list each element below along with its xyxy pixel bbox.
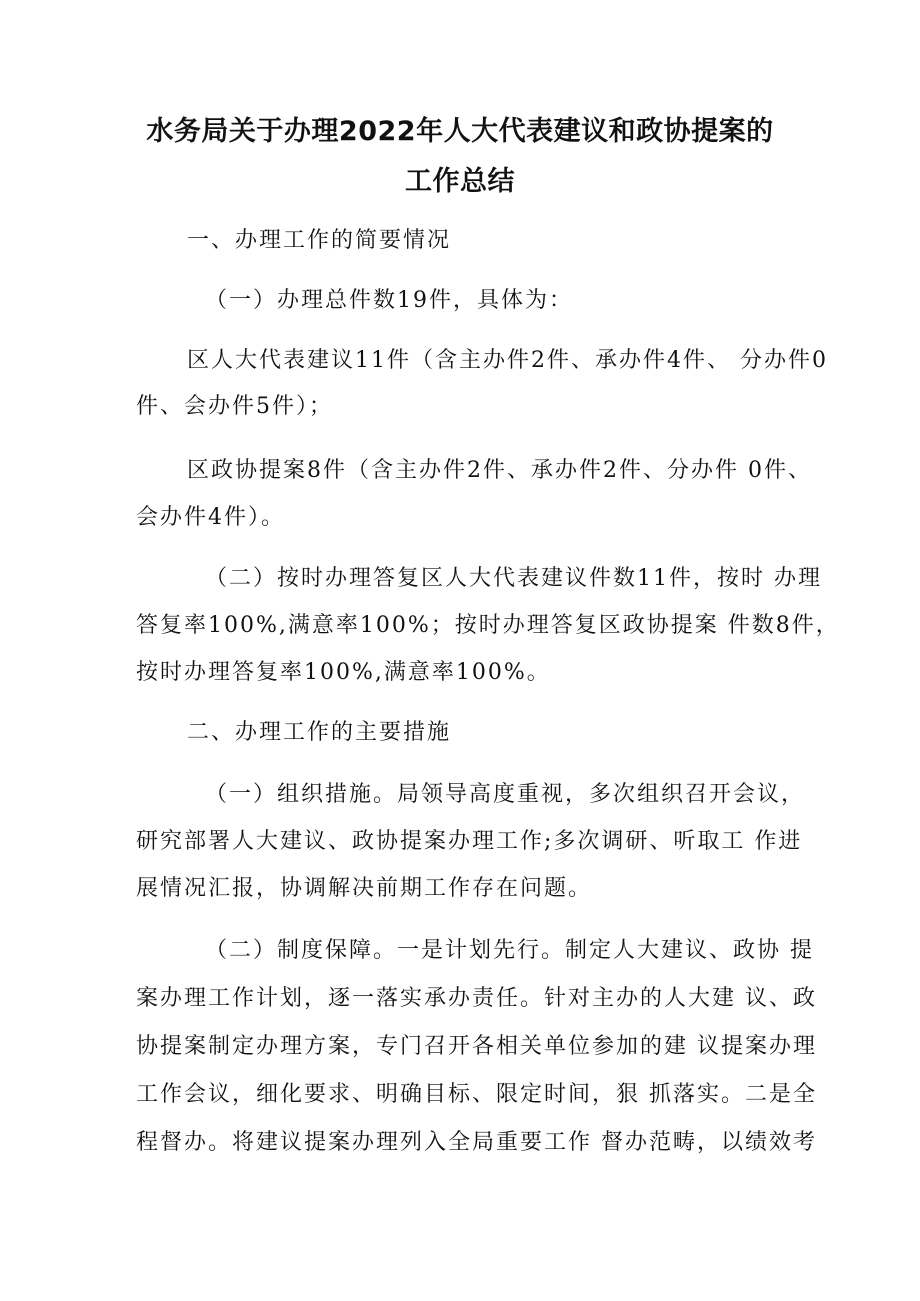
section-heading-2: 二、办理工作的主要措施	[187, 720, 452, 745]
paragraph-line: 答复率100%,满意率100%；按时办理答复区政协提案 件数8件，	[136, 613, 840, 638]
subsection-heading-1-1: （一）办理总件数19件，具体为：	[205, 288, 573, 313]
paragraph-line: 案办理工作计划，逐一落实承办责任。针对主办的人大建 议、政	[136, 986, 817, 1011]
paragraph-line: （一）组织措施。局领导高度重视，多次组织召开会议，	[205, 782, 806, 807]
paragraph-line: 协提案制定办理方案，专门召开各相关单位参加的建 议提案办理	[136, 1034, 817, 1059]
paragraph-line: 展情况汇报，协调解决前期工作存在问题。	[136, 876, 593, 901]
paragraph-line: 区政协提案8件（含主办件2件、承办件2件、分办件 0件、	[187, 458, 812, 483]
paragraph-line: （二）按时办理答复区人大代表建议件数11件，按时 办理	[205, 566, 822, 591]
paragraph-line: （二）制度保障。一是计划先行。制定人大建议、政协 提	[205, 938, 814, 963]
paragraph-line: 件、会办件5件）；	[136, 394, 333, 419]
document-title-line-1: 水务局关于办理2022年人大代表建议和政协提案的	[146, 116, 774, 147]
paragraph-line: 会办件4件）。	[136, 505, 285, 530]
paragraph-line: 按时办理答复率100%,满意率100%。	[136, 660, 551, 685]
paragraph-line: 工作会议，细化要求、明确目标、限定时间，狠 抓落实。二是全	[136, 1082, 817, 1107]
paragraph-line: 程督办。将建议提案办理列入全局重要工作 督办范畴，以绩效考	[136, 1130, 817, 1155]
section-heading-1: 一、办理工作的简要情况	[187, 228, 452, 253]
paragraph-line: 研究部署人大建议、政协提案办理工作;多次调研、听取工 作进	[136, 829, 803, 854]
paragraph-line: 区人大代表建议11件（含主办件2件、承办件4件、 分办件0	[187, 348, 828, 373]
document-title-line-2: 工作总结	[405, 166, 515, 197]
